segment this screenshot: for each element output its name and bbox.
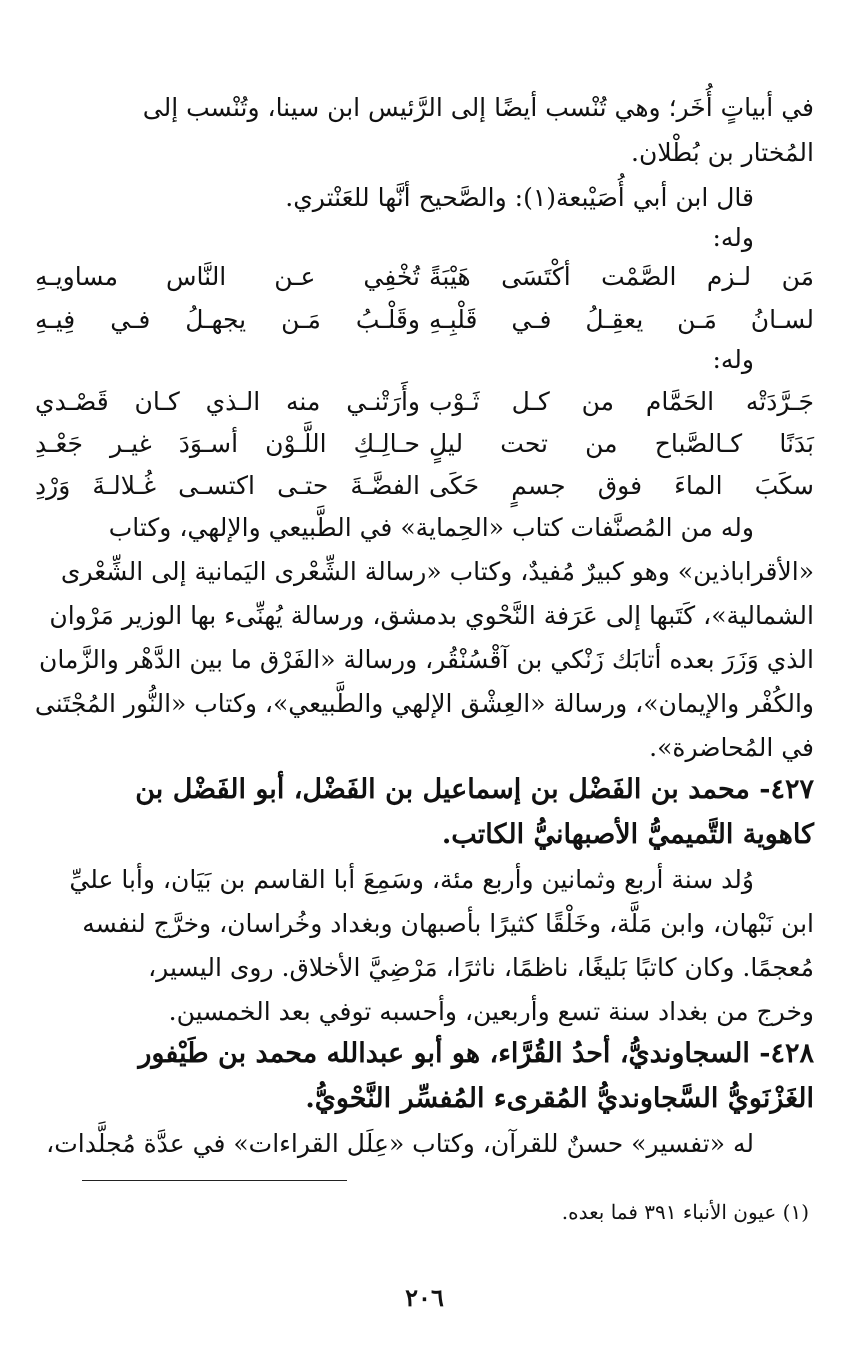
- entry-heading: ٤٢٨- السجاونديُّ، أحدُ القُرَّاء، هو أبو عبدالله محمد بن طَيْفور: [138, 1038, 814, 1069]
- entry-heading: كاهوية التَّميميُّ الأصبهانيُّ الكاتب.: [441, 819, 814, 850]
- text-line: «الأقراباذين» وهو كبيرٌ مُفيدٌ، وكتاب «رسالة الشِّعْرى اليَمانية إلى الشِّعْرى: [60, 557, 814, 586]
- verse-first-hemistich: جَـرَّدَتْه الحَمَّام من كـل ثَـوْب: [429, 387, 814, 416]
- verse-first-hemistich: لسـانُ مَـن يعقِـلُ فـي قَلْبِـهِ: [429, 305, 814, 334]
- text-line: وُلد سنة أربع وثمانين وأربع مئة، وسَمِعَ أبا القاسم بن بَيَان، وأبا عليِّ: [69, 865, 754, 894]
- verse-second-hemistich: الفضَّـةَ حتـى اكتسـى غُـلالـةَ وَرْدِ: [35, 471, 420, 500]
- verse-first-hemistich: بَدَنًا كـالصَّباح من تحت ليلٍ: [429, 429, 814, 458]
- verse-first-hemistich: مَن لـزم الصَّمْت أكْتَسَى هَيْبَةً: [429, 262, 814, 291]
- verse-line: [35, 380, 814, 424]
- page-number: ٢٠٦: [405, 1283, 444, 1312]
- text-line: له «تفسير» حسنٌ للقرآن، وكتاب «عِلَل القراءات» في عدَّة مُجلَّدات،: [46, 1129, 754, 1158]
- text-line: قال ابن أبي أُصَيْبعة(١): والصَّحيح أنَّها للعَنْتري.: [285, 183, 754, 212]
- verse-second-hemistich: تُخْفِي عـن النَّاس مساويـهِ: [35, 262, 420, 291]
- verse-line: [35, 464, 814, 508]
- verse-second-hemistich: وقَلْـبُ مَـن يجهـلُ فـي فِيـهِ: [35, 305, 420, 334]
- text-line: الشمالية»، كَتَبها إلى عَرَفة النَّحْوي بدمشق، ورسالة يُهنِّىء بها الوزير مَرْوان: [49, 601, 814, 630]
- entry-heading: ٤٢٧- محمد بن الفَضْل بن إسماعيل بن الفَضْل، أبو الفَضْل بن: [135, 774, 814, 805]
- verse-label: وله:: [712, 345, 754, 374]
- footnote: (١) عيون الأنباء ٣٩١ فما بعده.: [561, 1200, 809, 1224]
- entry-heading: الغَزْنَويُّ السَّجاونديُّ المُقرىء المُفسِّر النَّحْويُّ.: [305, 1083, 814, 1114]
- text-line: وله من المُصنَّفات كتاب «الحِماية» في الطَّبيعي والإلهي، وكتاب: [108, 513, 754, 542]
- book-page: [35, 0, 814, 1366]
- text-line: المُختار بن بُطْلان.: [631, 138, 814, 167]
- text-line: مُعجمًا. وكان كاتبًا بَليغًا، ناظمًا، ناثرًا، مَرْضِيَّ الأخلاق. روى اليسير،: [148, 953, 814, 982]
- verse-first-hemistich: سكَبَ الماءَ فوق جسمٍ حَكَى: [429, 471, 814, 500]
- verse-second-hemistich: حـالِـكِ اللَّـوْن أسـوَدَ غيـر جَعْـدِ: [35, 429, 420, 458]
- text-line: في أبياتٍ أُخَر؛ وهي تُنْسب أيضًا إلى الرَّئيس ابن سينا، وتُنْسب إلى: [142, 93, 814, 122]
- text-line: وخرج من بغداد سنة تسع وأربعين، وأحسبه توفي بعد الخمسين.: [168, 997, 814, 1026]
- verse-line: [35, 255, 814, 299]
- text-line: والكُفْر والإيمان»، ورسالة «العِشْق الإلهي والطَّبيعي»، وكتاب «النُّور المُجْتَنى: [34, 689, 814, 718]
- verse-line: [35, 298, 814, 342]
- verse-second-hemistich: وأَرَتْنـي منه الـذي كـان قَصْـدي: [35, 387, 420, 416]
- verse-line: [35, 422, 814, 466]
- footnote-divider: [82, 1180, 347, 1181]
- text-line: الذي وَزَرَ بعده أتابَك زَنْكي بن آقْسُنْقُر، ورسالة «الفَرْق ما بين الدَّهْر والزَّمان: [39, 645, 814, 674]
- verse-label: وله:: [712, 223, 754, 252]
- text-line: ابن نَبْهان، وابن مَلَّة، وخَلْقًا كثيرًا بأصبهان وبغداد وخُراسان، وخرَّج لنفسه: [82, 909, 814, 938]
- text-line: في المُحاضرة».: [649, 733, 814, 762]
